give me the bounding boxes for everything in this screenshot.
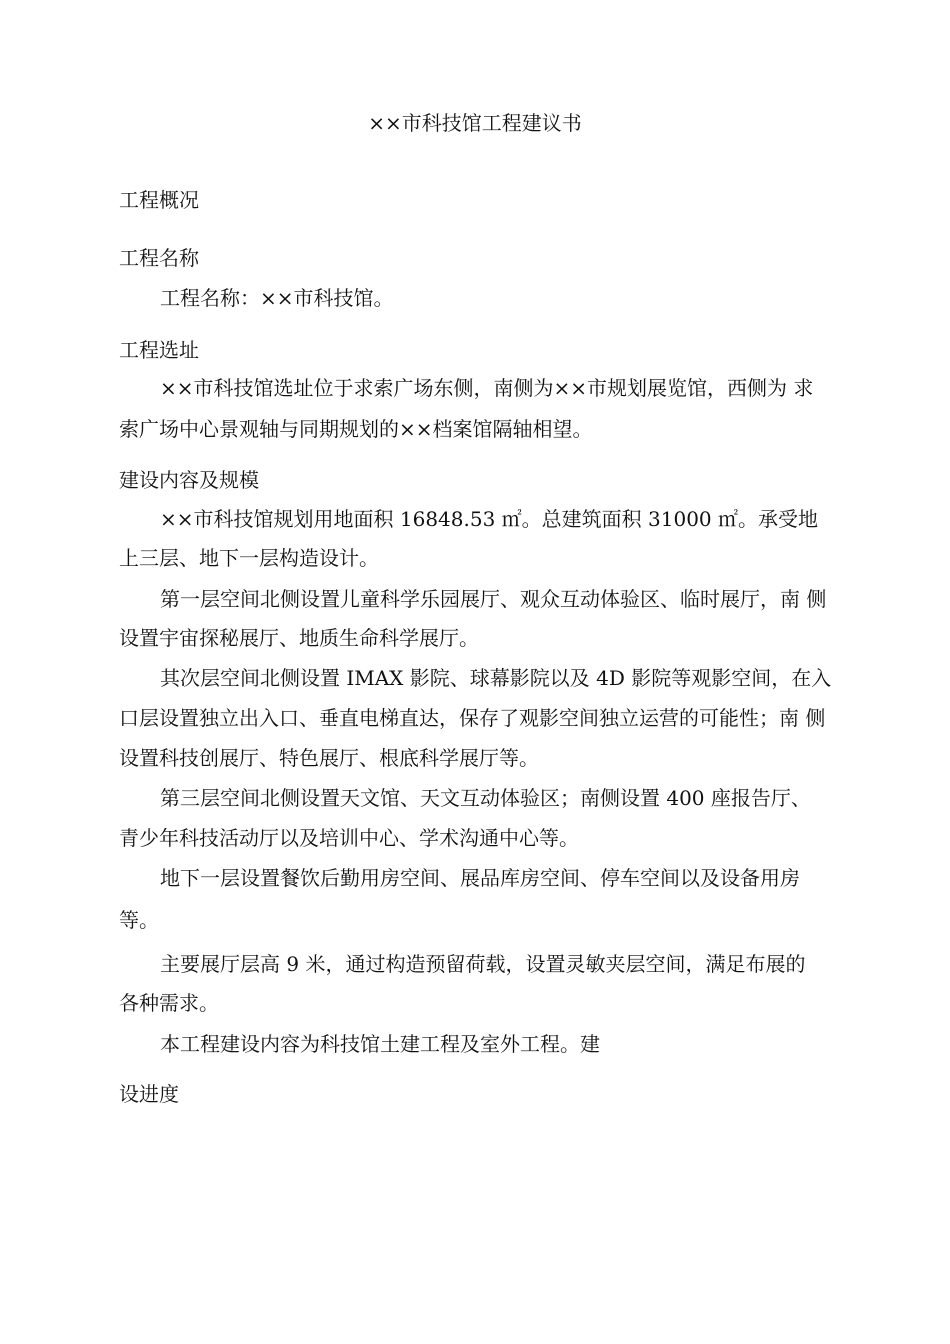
paragraph-line: ××市科技馆规划用地面积 16848.53 ㎡。总建筑面积 31000 ㎡。承受地 [160,507,818,531]
paragraph-line: 各种需求。 [119,991,219,1015]
section-heading-project-name: 工程名称 [119,246,199,270]
paragraph-line: ××市科技馆选址位于求索广场东侧，南侧为××市规划展览馆，西侧为 求 [160,376,814,400]
document-title: ××市科技馆工程建议书 [368,111,582,135]
section-heading-schedule: 设进度 [119,1082,179,1106]
paragraph-line: 设置宇宙探秘展厅、地质生命科学展厅。 [119,626,479,650]
paragraph-line: 等。 [119,908,159,932]
paragraph-line: 第三层空间北侧设置天文馆、天文互动体验区；南侧设置 400 座报告厅、 [160,786,811,810]
paragraph-line: 其次层空间北侧设置 IMAX 影院、球幕影院以及 4D 影院等观影空间，在入 [160,666,832,690]
paragraph-line: 工程名称：××市科技馆。 [160,286,394,310]
paragraph-line: 上三层、地下一层构造设计。 [119,546,379,570]
paragraph-line: 青少年科技活动厅以及培训中心、学术沟通中心等。 [119,826,579,850]
section-heading-scope: 建设内容及规模 [119,468,259,492]
paragraph-line: 口层设置独立出入口、垂直电梯直达，保存了观影空间独立运营的可能性；南 侧 [119,706,826,730]
paragraph-line: 地下一层设置餐饮后勤用房空间、展品库房空间、停车空间以及设备用房 [160,866,800,890]
paragraph-line: 设置科技创展厅、特色展厅、根底科学展厅等。 [119,746,539,770]
paragraph-line: 索广场中心景观轴与同期规划的××档案馆隔轴相望。 [119,417,593,441]
section-heading-site: 工程选址 [119,338,199,362]
paragraph-line: 第一层空间北侧设置儿童科学乐园展厅、观众互动体验区、临时展厅，南 侧 [160,587,827,611]
paragraph-line: 本工程建设内容为科技馆土建工程及室外工程。建 [160,1032,600,1056]
section-heading-overview: 工程概况 [119,188,199,212]
paragraph-line: 主要展厅层高 9 米，通过构造预留荷载，设置灵敏夹层空间，满足布展的 [160,952,806,976]
